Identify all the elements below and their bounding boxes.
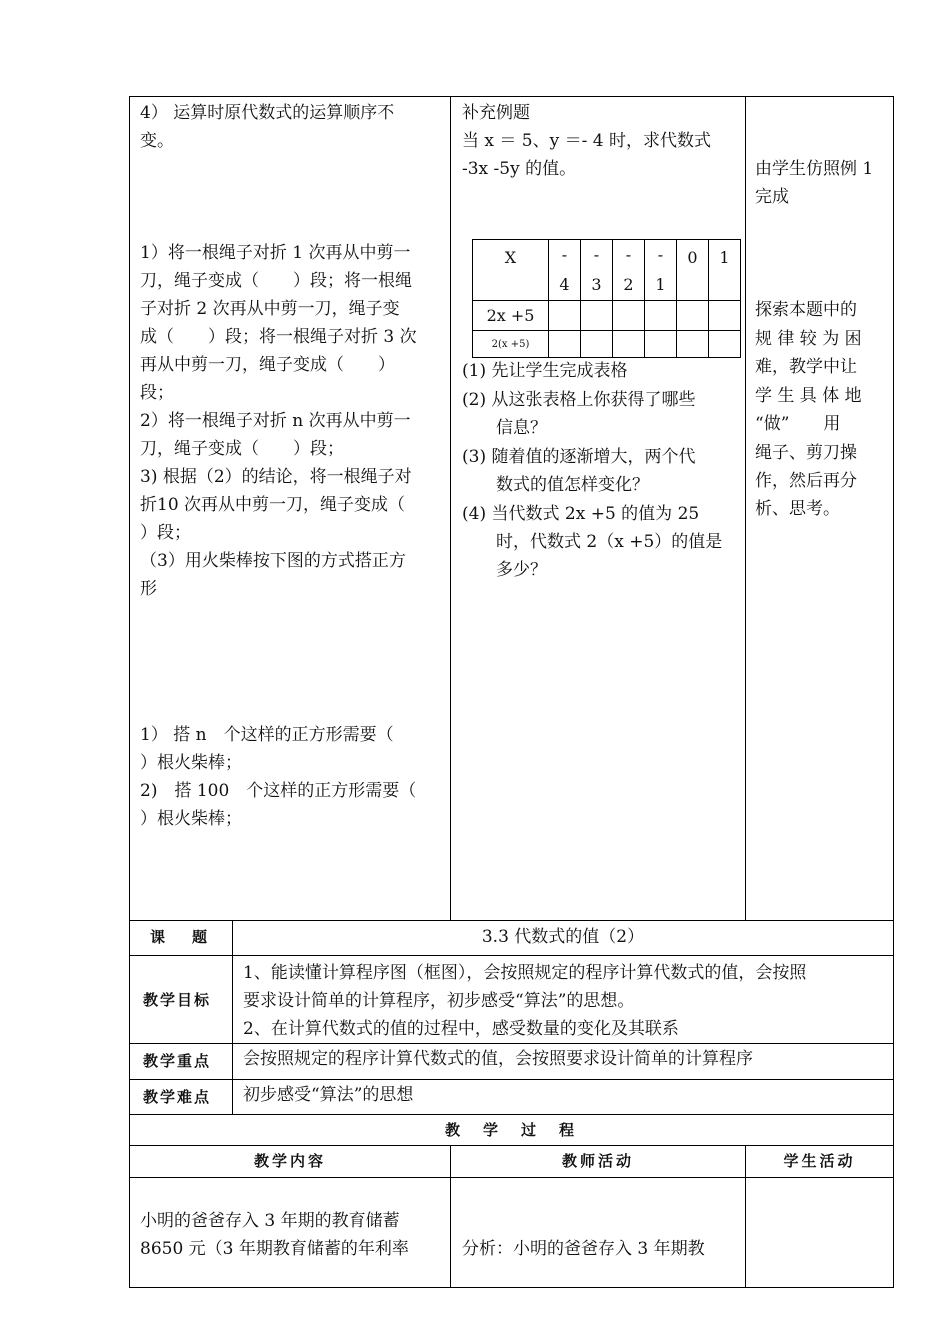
- rule4-text: 4） 运算时原代数式的运算顺序不: [140, 103, 395, 123]
- table-x-value: - 3: [581, 240, 613, 301]
- match-line: 1） 搭 n 个这样的正方形需要（: [140, 725, 394, 745]
- step-line: 多少？: [462, 560, 547, 580]
- note-line: “做” 用: [755, 414, 841, 434]
- table-border-top: [129, 96, 894, 97]
- teacher-activity-line: 分析：小明的爸爸存入 3 年期教: [462, 1239, 705, 1259]
- divider-col1-upper: [450, 96, 451, 921]
- rope-line: 子对折 2 次再从中剪一刀，绳子变: [140, 299, 400, 319]
- table-x-value: 1: [709, 240, 741, 301]
- divider-row-headers-top: [129, 1145, 894, 1146]
- divider-col2-upper: [745, 96, 746, 921]
- note-line: 难，教学中让: [755, 357, 857, 377]
- rope-line: 段；: [140, 383, 174, 403]
- step-line: (1) 先让学生完成表格: [462, 361, 628, 381]
- step-line: 数式的值怎样变化？: [462, 475, 649, 495]
- divider-row-difficulty-top: [129, 1079, 894, 1080]
- note-line: 析、思考。: [755, 499, 840, 519]
- rope-line: 3) 根据（2）的结论，将一根绳子对: [140, 467, 412, 487]
- table-cell[interactable]: [581, 301, 613, 331]
- value-table: [472, 239, 741, 358]
- note-line: 绳子、剪刀操: [755, 443, 857, 463]
- note-line: 作，然后再分: [755, 471, 857, 491]
- table-row2-label: 2x +5: [473, 301, 549, 331]
- goals-label: 教学目标: [143, 991, 212, 1009]
- match-line: ）根火柴棒；: [140, 809, 242, 829]
- step-line: 信息？: [462, 418, 547, 438]
- match-line: 2) 搭 100 个这样的正方形需要（: [140, 781, 417, 801]
- table-cell[interactable]: [645, 301, 677, 331]
- col-header-teacher: 教师活动: [561, 1152, 634, 1170]
- rule4-continuation: 变。: [140, 131, 174, 151]
- table-x-value: - 2: [613, 240, 645, 301]
- key-value: 会按照规定的程序计算代数式的值，会按照要求设计简单的计算程序: [243, 1049, 753, 1069]
- rope-line: 2）将一根绳子对折 n 次再从中剪一: [140, 411, 411, 431]
- topic-label: 课 题: [150, 928, 214, 946]
- example-problem-line2: -3x -5y 的值。: [462, 159, 577, 179]
- table-cell[interactable]: [709, 301, 741, 331]
- rope-line: 形: [140, 579, 157, 599]
- divider-row-topic-top: [129, 920, 894, 921]
- table-row3-label: 2(x +5): [473, 331, 549, 358]
- content-line: 8650 元（3 年期教育储蓄的年利率: [140, 1239, 409, 1259]
- step-line: (3) 随着值的逐渐增大，两个代: [462, 447, 696, 467]
- table-header-x: X: [473, 240, 549, 301]
- student-note-1: 完成: [755, 187, 789, 207]
- process-label: 教 学 过 程: [444, 1121, 578, 1139]
- key-label: 教学重点: [143, 1052, 212, 1070]
- table-border-bottom: [129, 1287, 894, 1288]
- note-line: 学 生 具 体 地: [755, 386, 862, 406]
- table-cell[interactable]: [613, 301, 645, 331]
- col-header-content: 教学内容: [253, 1152, 326, 1170]
- divider-row-process-top: [129, 1114, 894, 1115]
- match-line: ）根火柴棒；: [140, 753, 242, 773]
- table-x-value: 0: [677, 240, 709, 301]
- table-cell[interactable]: [549, 301, 581, 331]
- goals-line: 1、能读懂计算程序图（框图），会按照规定的程序计算代数式的值，会按照: [243, 963, 807, 983]
- divider-row-content-top: [129, 1177, 894, 1178]
- rope-line: 刀，绳子变成（ ）段；: [140, 439, 344, 459]
- topic-value: 3.3 代数式的值（2）: [481, 927, 645, 947]
- difficulty-value: 初步感受“算法”的思想: [243, 1085, 414, 1105]
- example-problem-line1: 当 x ＝ 5、y ＝- 4 时，求代数式: [462, 131, 711, 151]
- rope-line: 刀，绳子变成（ ）段；将一根绳: [140, 271, 412, 291]
- table-cell[interactable]: [613, 331, 645, 358]
- note-line: 探索本题中的: [755, 300, 857, 320]
- rope-line: ）段；: [140, 523, 191, 543]
- rope-line: 1）将一根绳子对折 1 次再从中剪一: [140, 243, 411, 263]
- content-line: 小明的爸爸存入 3 年期的教育储蓄: [140, 1211, 400, 1231]
- goals-line: 要求设计简单的计算程序，初步感受“算法”的思想。: [243, 991, 635, 1011]
- table-cell[interactable]: [709, 331, 741, 358]
- table-x-value: - 4: [549, 240, 581, 301]
- table-border-right: [893, 96, 894, 1288]
- divider-row-goals-top: [129, 955, 894, 956]
- rope-line: 再从中剪一刀，绳子变成（ ）: [140, 355, 395, 375]
- difficulty-label: 教学难点: [143, 1088, 212, 1106]
- student-note-1: 由学生仿照例 1: [755, 159, 874, 179]
- step-line: (2) 从这张表格上你获得了哪些: [462, 390, 696, 410]
- table-x-value: - 1: [645, 240, 677, 301]
- note-line: 规 律 较 为 困: [755, 329, 862, 349]
- goals-line: 2、在计算代数式的值的过程中，感受数量的变化及其联系: [243, 1019, 679, 1039]
- table-cell[interactable]: [549, 331, 581, 358]
- rope-line: 折10 次再从中剪一刀，绳子变成（: [140, 495, 406, 515]
- step-line: 时，代数式 2（x +5）的值是: [462, 532, 723, 552]
- step-line: (4) 当代数式 2x +5 的值为 25: [462, 504, 700, 524]
- table-cell[interactable]: [581, 331, 613, 358]
- rope-line: （3）用火柴棒按下图的方式搭正方: [140, 551, 406, 571]
- col-header-student: 学生活动: [783, 1152, 856, 1170]
- table-cell[interactable]: [677, 301, 709, 331]
- table-cell[interactable]: [677, 331, 709, 358]
- rope-line: 成（ ）段；将一根绳子对折 3 次: [140, 327, 417, 347]
- example-title: 补充例题: [462, 103, 530, 123]
- table-border-left: [129, 96, 130, 1288]
- table-cell[interactable]: [645, 331, 677, 358]
